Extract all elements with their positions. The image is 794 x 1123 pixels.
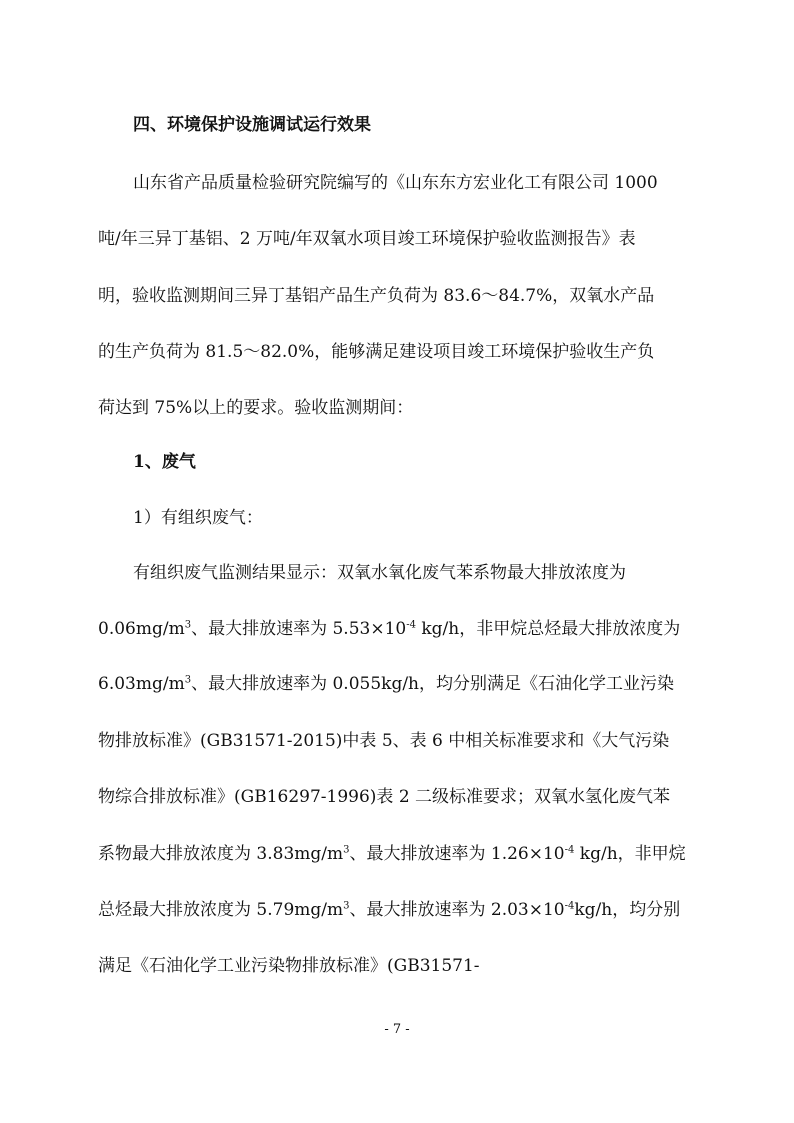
intro-line-4: 的生产负荷为 81.5～82.0%，能够满足建设项目竣工环境保护验收生产负 [98, 342, 655, 362]
body-line-8: 满足《石油化学工业污染物排放标准》(GB31571- [98, 956, 480, 976]
intro-line-1: 山东省产品质量检验研究院编写的《山东东方宏业化工有限公司 1000 [133, 173, 658, 193]
body-line-4: 物排放标准》(GB31571-2015)中表 5、表 6 中相关标准要求和《大气污染 [98, 731, 670, 751]
body-line-6: 系物最大排放浓度为 $3.83mg/m^3$、最大排放速率为 $1.26\times 10^{-4}$ kg/h，非甲烷 [98, 844, 686, 864]
body-line-1: 有组织废气监测结果显示：双氧水氧化废气苯系物最大排放浓度为 [133, 563, 626, 583]
intro-line-2: 吨/年三异丁基铝、2 万吨/年双氧水项目竣工环境保护验收监测报告》表 [98, 229, 636, 249]
intro-line-5: 荷达到 75%以上的要求。验收监测期间： [98, 398, 414, 418]
sub-heading-waste-gas: 1、废气 [133, 452, 196, 472]
page-number: - 7 - [384, 1022, 410, 1037]
body-line-2: $0.06mg/m^3$、最大排放速率为 $5.53\times 10^{-4}$ kg/h，非甲烷总烃最大排放浓度为 [98, 619, 681, 639]
sub-item-organized-gas: 1）有组织废气： [133, 508, 263, 528]
body-line-5: 物综合排放标准》(GB16297-1996)表 2 二级标准要求；双氧水氢化废气苯 [98, 787, 671, 807]
body-line-7: 总烃最大排放浓度为 $5.79mg/m^3$、最大排放速率为 $2.03\times 10^{-4}kg/h$，均分别 [98, 900, 681, 920]
intro-line-3: 明，验收监测期间三异丁基铝产品生产负荷为 83.6～84.7%，双氧水产品 [98, 286, 655, 306]
body-line-3: $6.03mg/m^3$、最大排放速率为 0.055kg/h，均分别满足《石油化学工业污染 [98, 674, 675, 694]
section-heading: 四、环境保护设施调试运行效果 [133, 115, 371, 135]
